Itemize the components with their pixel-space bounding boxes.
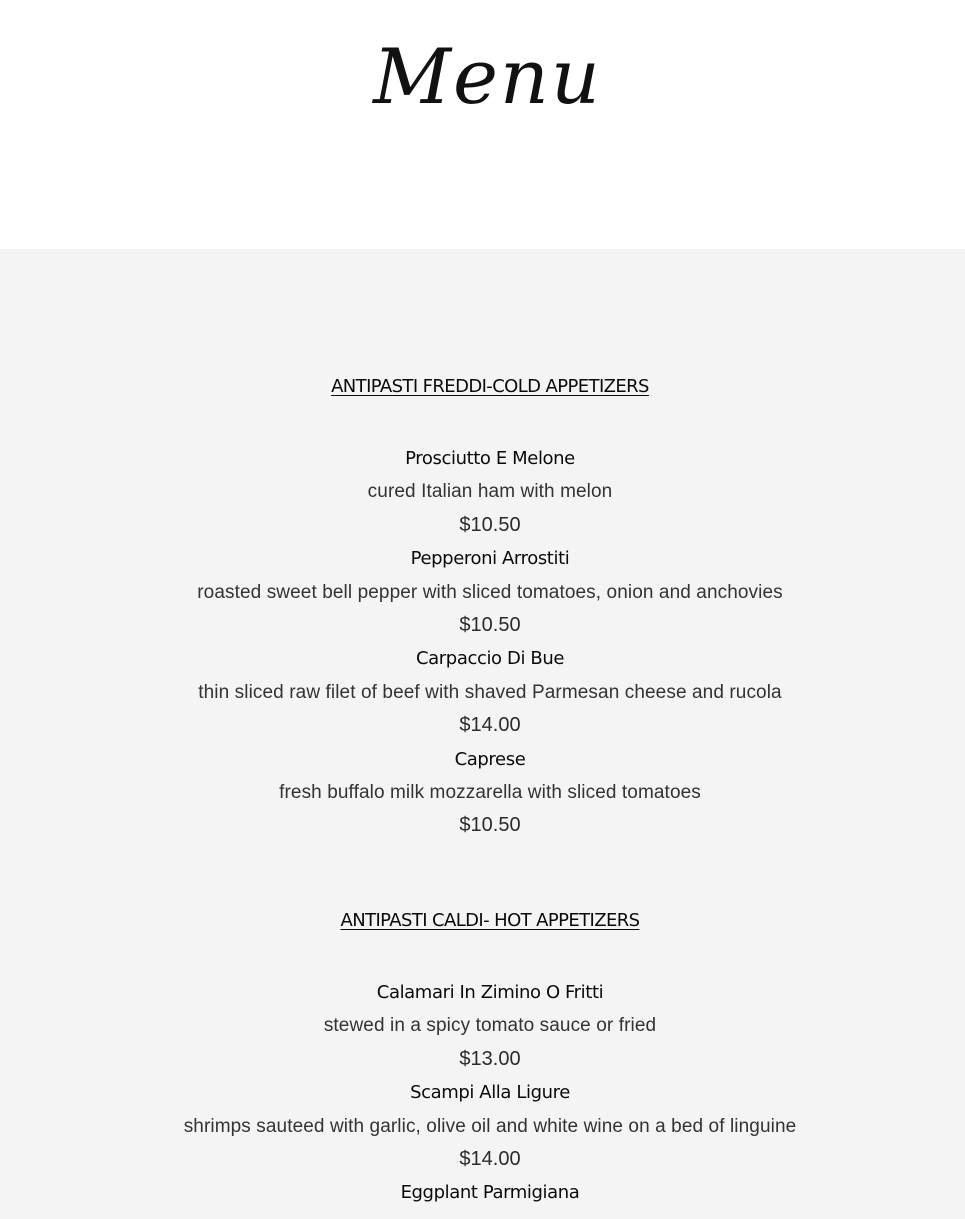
item-name: Carpaccio Di Bue xyxy=(416,648,564,670)
menu-section-hot-appetizers xyxy=(0,909,965,1210)
menu-item xyxy=(0,1076,965,1176)
page-header xyxy=(0,0,965,249)
menu-body xyxy=(0,249,965,1219)
item-price: $13.00 xyxy=(459,1047,521,1070)
item-name: Eggplant Parmigiana xyxy=(400,1182,580,1204)
menu-item xyxy=(0,976,965,1076)
page-title: Menu xyxy=(373,32,602,121)
item-description: fresh buffalo milk mozzarella with sliced tomatoes xyxy=(279,781,701,803)
item-description: stewed in a spicy tomato sauce or fried xyxy=(323,1015,657,1037)
item-description: roasted sweet bell pepper with sliced tomatoes, onion and anchovies xyxy=(197,581,783,603)
item-price: $10.50 xyxy=(459,814,521,837)
menu-item-list xyxy=(0,442,965,843)
menu-section-cold-appetizers xyxy=(0,375,965,843)
item-description: thin sliced raw filet of beef with shaved Parmesan cheese and rucola xyxy=(198,681,782,703)
item-price: $14.00 xyxy=(459,714,521,737)
menu-item xyxy=(0,542,965,642)
menu-item-list xyxy=(0,976,965,1210)
item-name: Prosciutto E Melone xyxy=(405,448,575,469)
item-description: cured Italian ham with melon xyxy=(367,481,613,503)
item-name: Caprese xyxy=(454,748,526,770)
menu-item xyxy=(0,743,965,843)
item-description: shrimps sauteed with garlic, olive oil and white wine on a bed of linguine xyxy=(183,1115,797,1137)
menu-item xyxy=(0,642,965,742)
menu-item xyxy=(0,442,965,542)
section-heading: ANTIPASTI FREDDI-COLD APPETIZERS xyxy=(331,376,649,397)
menu-item xyxy=(0,1176,965,1209)
item-price: $14.00 xyxy=(459,1147,521,1170)
section-heading: ANTIPASTI CALDI- HOT APPETIZERS xyxy=(340,910,640,931)
item-name: Pepperoni Arrostiti xyxy=(410,548,570,570)
item-name: Scampi Alla Ligure xyxy=(410,1082,570,1104)
item-price: $10.50 xyxy=(459,613,521,636)
item-price: $10.50 xyxy=(459,513,521,536)
item-name: Calamari In Zimino O Fritti xyxy=(376,982,604,1003)
